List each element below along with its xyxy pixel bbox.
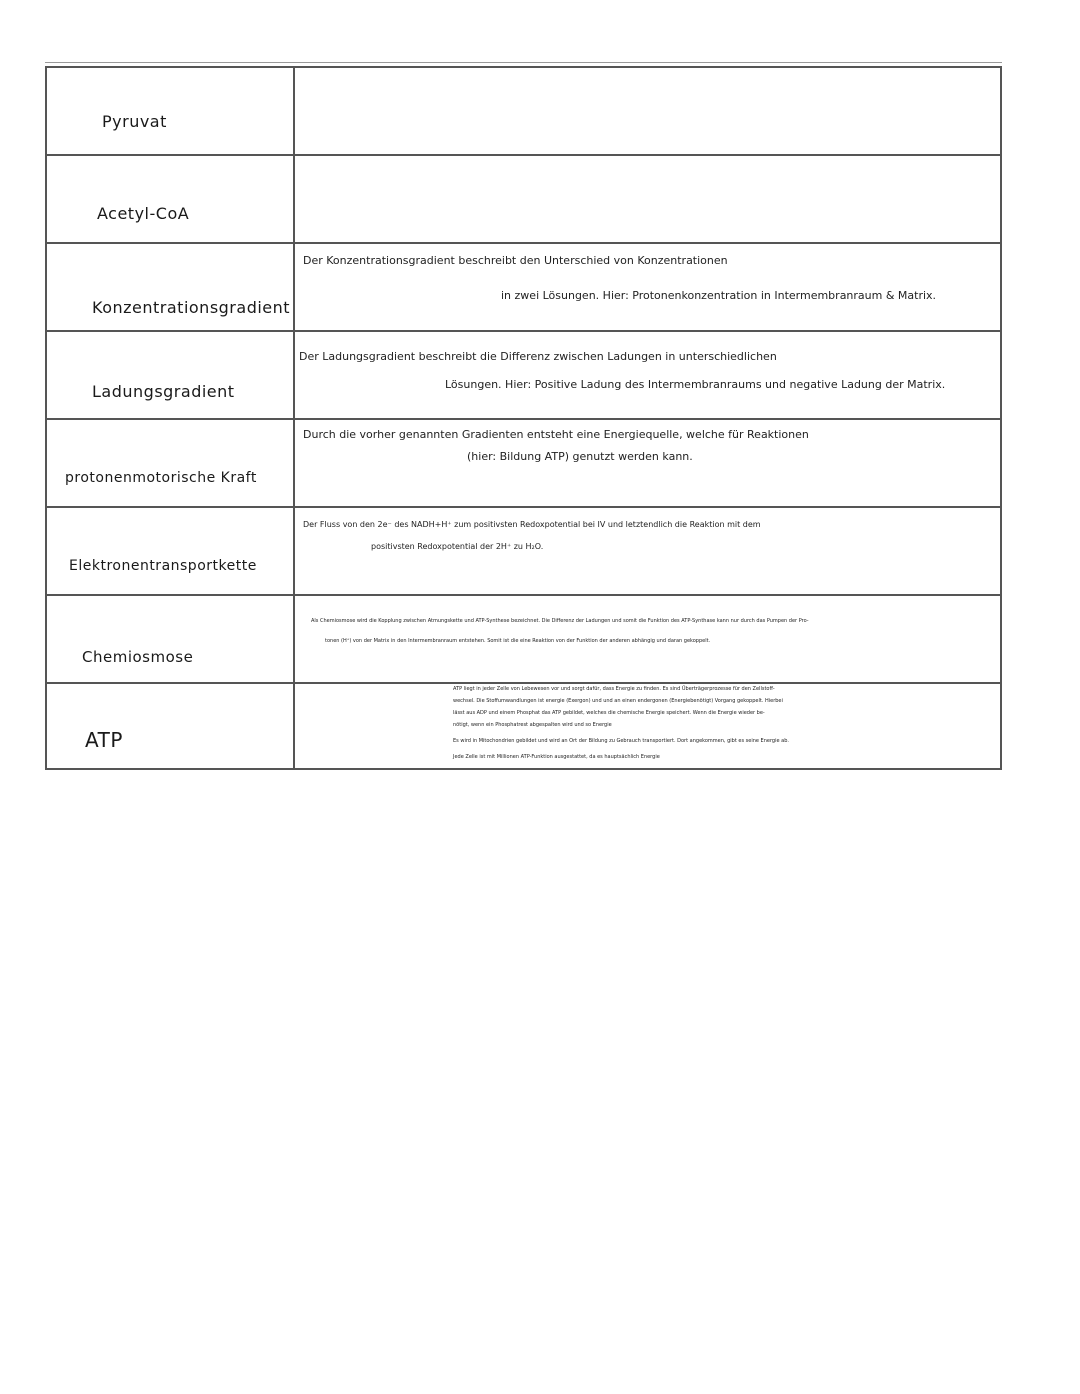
table-row (45, 506, 1002, 594)
term-cell (45, 684, 295, 768)
definition-line: in zwei Lösungen. Hier: Protonenkonzentration in Intermembranraum & Matrix. (501, 289, 937, 302)
definition-line: wechsel. Die Stoffumwandlungen ist energie (Exergon) und und an einen endergonen (Energiebenötigt) Vorgang gekoppelt. Hierbei (453, 698, 783, 704)
term-label: protonenmotorische Kraft (65, 470, 257, 486)
table-row (45, 330, 1002, 418)
definition-cell (295, 508, 1002, 594)
table-row (45, 154, 1002, 242)
term-cell (45, 508, 295, 594)
definition-line: Durch die vorher genannten Gradienten entsteht eine Energiequelle, welche für Reaktionen (303, 428, 809, 441)
term-label: Acetyl-CoA (97, 204, 190, 223)
definition-line: lässt aus ADP und einem Phosphat das ATP gebildet, welches die chemische Energie speichert. Wenn die Energie wieder be- (453, 710, 765, 716)
term-cell (45, 156, 295, 242)
table-row (45, 418, 1002, 506)
term-cell (45, 332, 295, 418)
table-row (45, 66, 1002, 154)
definition-cell (295, 684, 1002, 768)
definition-line: Jede Zelle ist mit Millionen ATP-Funktion ausgestattet, da es hauptsächlich Energie (453, 754, 660, 760)
definition-line: nötigt, wenn ein Phosphatrest abgespalten wird und so Energie (453, 722, 612, 728)
term-label: Konzentrationsgradient (92, 298, 291, 317)
term-cell (45, 244, 295, 330)
table-row (45, 682, 1002, 770)
definition-line: Es wird in Mitochondrien gebildet und wird an Ort der Bildung zu Gebrauch transportiert. Dort angekommen, gibt es seine Energie ab. (453, 738, 789, 744)
top-border (45, 62, 1002, 63)
term-cell (45, 596, 295, 682)
definition-line: Der Konzentrationsgradient beschreibt den Unterschied von Konzentrationen (303, 254, 728, 267)
definition-line: (hier: Bildung ATP) genutzt werden kann. (467, 450, 693, 463)
term-cell (45, 68, 295, 154)
definition-line: Als Chemiosmose wird die Kopplung zwischen Atmungskette und ATP-Synthese bezeichnet. Die Differenz der Ladungen und somit die Funktion des ATP-Synthase kann nur durch das Pumpen der Pro- (311, 618, 809, 624)
term-cell (45, 420, 295, 506)
definition-cell (295, 156, 1002, 242)
definition-line: Lösungen. Hier: Positive Ladung des Intermembranraums und negative Ladung der Matrix. (445, 378, 946, 391)
definition-cell (295, 332, 1002, 418)
term-label: Ladungsgradient (92, 382, 235, 401)
definition-line: positivsten Redoxpotential der 2H⁺ zu H₂O. (371, 542, 544, 551)
definition-line: tonen (H⁺) von der Matrix in den Intermembranraum entstehen. Somit ist die eine Reaktion von der Funktion der anderen abhängig und daran gekoppelt. (325, 638, 711, 644)
table-row (45, 242, 1002, 330)
definition-cell (295, 596, 1002, 682)
table-row (45, 594, 1002, 682)
definition-line: ATP liegt in jeder Zelle von Lebewesen vor und sorgt dafür, dass Energie zu finden. Es sind Überträgerprozesse für den Zellstoff- (453, 686, 775, 692)
definition-cell (295, 420, 1002, 506)
term-label: Pyruvat (102, 112, 167, 131)
definition-cell (295, 244, 1002, 330)
term-label: Elektronentransportkette (69, 558, 257, 574)
term-label: Chemiosmose (82, 648, 194, 666)
definition-cell (295, 68, 1002, 154)
definition-line: Der Ladungsgradient beschreibt die Differenz zwischen Ladungen in unterschiedlichen (299, 350, 777, 363)
term-label: ATP (85, 728, 123, 752)
glossary-table (45, 66, 1002, 770)
definition-line: Der Fluss von den 2e⁻ des NADH+H⁺ zum positivsten Redoxpotential bei IV und letztendlich die Reaktion mit dem (303, 520, 761, 529)
